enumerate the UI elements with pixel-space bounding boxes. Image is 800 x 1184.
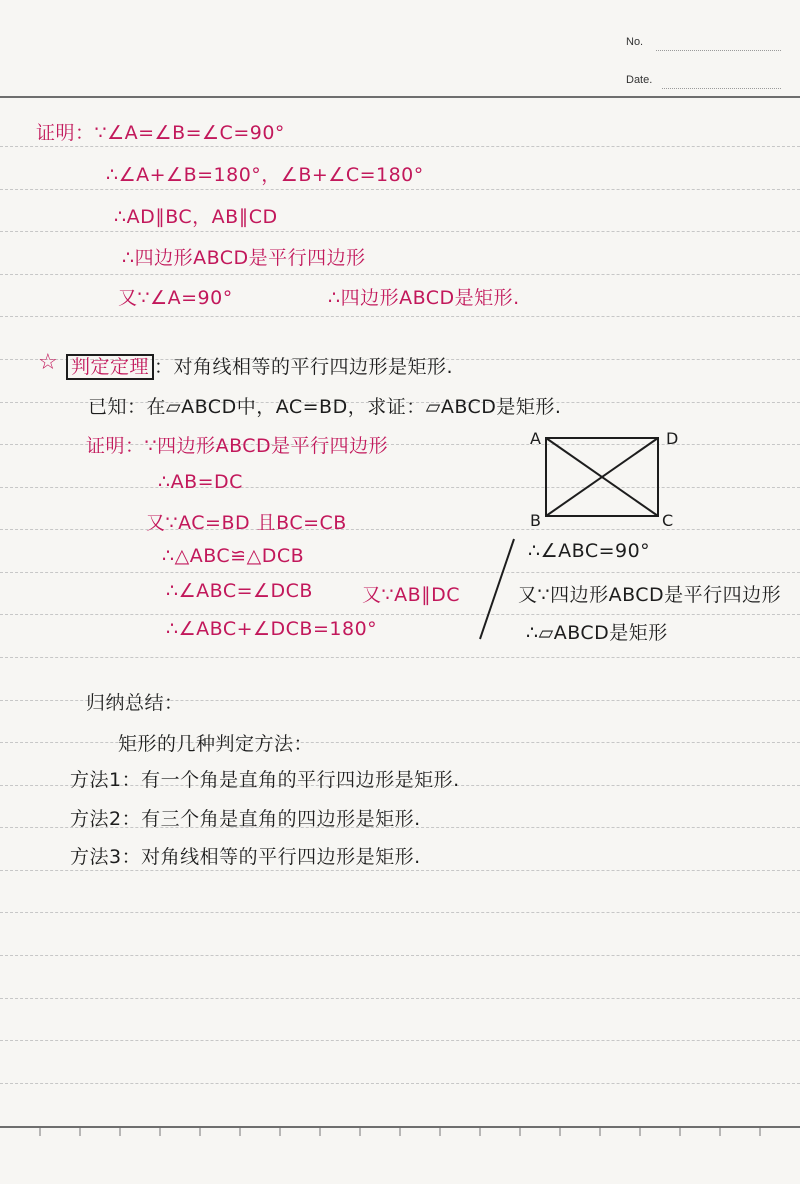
proof2-line5b: 又∵AB∥DC — [362, 584, 461, 606]
ruled-line — [0, 274, 800, 275]
vertex-label-c: C — [662, 511, 674, 530]
given-line: 已知：在▱ABCD中，AC=BD，求证：▱ABCD是矩形. — [88, 396, 562, 418]
ruled-line — [0, 231, 800, 232]
proof2-line2: ∴AB=DC — [158, 471, 243, 493]
column-divider — [470, 535, 520, 645]
summary-title: 归纳总结： — [86, 692, 184, 714]
ruled-line — [0, 955, 800, 956]
ruled-line — [0, 572, 800, 573]
ruled-line — [0, 998, 800, 999]
proof1-line5b: ∴四边形ABCD是矩形. — [328, 287, 520, 309]
ruled-line — [0, 1083, 800, 1084]
ruled-line — [0, 316, 800, 317]
proof2-right1: ∴∠ABC=90° — [528, 540, 651, 562]
theorem-label: 判定定理 — [66, 354, 154, 380]
proof1-line3: ∴AD∥BC，AB∥CD — [114, 206, 278, 228]
theorem-statement: ：对角线相等的平行四边形是矩形. — [154, 356, 454, 378]
ruled-line — [0, 189, 800, 190]
method-2: 方法2：有三个角是直角的四边形是矩形. — [70, 808, 421, 830]
date-label: Date. — [626, 74, 653, 86]
ruled-line — [0, 912, 800, 913]
star-icon: ☆ — [38, 350, 59, 375]
proof2-line6: ∴∠ABC+∠DCB=180° — [166, 618, 378, 640]
proof1-line2: ∴∠A+∠B=180°，∠B+∠C=180° — [106, 164, 424, 186]
proof1-line5a: 又∵∠A=90° — [118, 287, 233, 309]
proof2-line3: 又∵AC=BD 且BC=CB — [146, 512, 347, 534]
proof2-line4: ∴△ABC≌△DCB — [162, 545, 305, 567]
method-1: 方法1：有一个角是直角的平行四边形是矩形. — [70, 769, 460, 791]
ruled-line — [0, 614, 800, 615]
ruled-line — [0, 1040, 800, 1041]
proof1-line1: 证明：∵∠A=∠B=∠C=90° — [36, 122, 285, 144]
no-label: No. — [626, 36, 644, 48]
proof2-right2: 又∵四边形ABCD是平行四边形 — [518, 584, 782, 606]
vertex-label-d: D — [666, 429, 679, 448]
vertex-label-b: B — [530, 511, 541, 530]
vertex-label-a: A — [530, 429, 541, 448]
theorem-heading — [66, 352, 453, 379]
bottom-tick-marks — [0, 1128, 800, 1140]
top-rule — [0, 96, 800, 98]
ruled-line — [0, 870, 800, 871]
proof2-line5: ∴∠ABC=∠DCB — [166, 580, 313, 602]
rectangle-abcd-figure — [528, 428, 688, 530]
proof1-line4: ∴四边形ABCD是平行四边形 — [122, 247, 366, 269]
ruled-line — [0, 657, 800, 658]
no-field-line — [656, 50, 781, 51]
date-field-line — [662, 88, 781, 89]
ruled-line — [0, 146, 800, 147]
proof2-right3: ∴▱ABCD是矩形 — [526, 622, 668, 644]
proof2-line1: 证明：∵四边形ABCD是平行四边形 — [86, 435, 389, 457]
summary-subtitle: 矩形的几种判定方法： — [118, 733, 314, 755]
method-3: 方法3：对角线相等的平行四边形是矩形. — [70, 846, 421, 868]
